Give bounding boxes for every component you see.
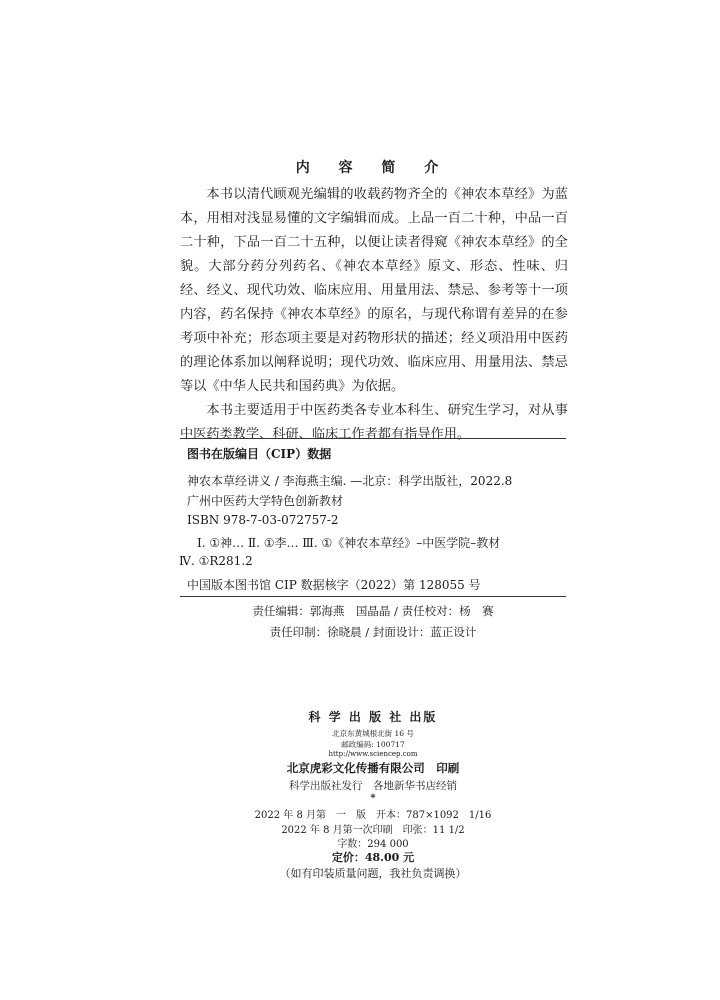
word-count: 字数：294 000 — [337, 839, 409, 850]
cip-line-classification: Ⅳ. ①R281.2 — [179, 554, 253, 568]
edition-info: 2022 年 8 月第 一 版 开本：787×1092 1/16 — [254, 810, 492, 821]
cip-line-isbn: ISBN 978-7-03-072757-2 — [187, 513, 339, 527]
cip-core-number: 中国版本图书馆 CIP 数据核字（2022）第 128055 号 — [187, 578, 481, 592]
printer: 北京虎彩文化传播有限公司 印刷 — [286, 761, 460, 775]
price: 定价：48.00 元 — [331, 851, 415, 864]
printing-info: 2022 年 8 月第一次印刷 印张：11 1/2 — [281, 825, 465, 836]
separator-star: * — [370, 793, 376, 804]
publisher-website: http://www.sciencep.com — [328, 750, 418, 758]
cip-bottom-rule — [180, 596, 566, 597]
publisher-postcode: 邮政编码: 100717 — [341, 740, 405, 749]
cip-line-title: 神农本草经讲义 / 李海燕主编. —北京：科学出版社，2022.8 — [187, 474, 513, 488]
publisher-name: 科 学 出 版 社 出版 — [308, 710, 438, 724]
intro-paragraph-1: 本书以清代顾观光编辑的收载药物齐全的《神农本草经》为蓝本，用相对浅显易懂的文字编辑而成。上品一百二十种，中品一百二十种，下品一百二十五种，以便让读者得窥《神农本草经》的全貌。大部分药分列药名、《神农本草经》原文、形态、性味、归经、经义、现代功效、临床应用、用量用法、禁忌、参考等十一项内容，药名保持《神农本草经》的原名，与现代称谓有差异的在参考项中补充；形态项主要是对药物形状的描述；经义项沿用中医药的理论体系加以阐释说明；现代功效、临床应用、用量用法、禁忌等以《中华人民共和国药典》为依据。 — [180, 187, 568, 394]
cip-top-rule — [180, 438, 566, 439]
production-credits: 责任印制：徐晓晨 / 封面设计：蓝正设计 — [269, 625, 477, 639]
publisher-address: 北京东黄城根北街 16 号 — [332, 729, 414, 738]
quality-notice: （如有印装质量问题，我社负责调换） — [279, 867, 467, 880]
distribution: 科学出版社发行 各地新华书店经销 — [289, 780, 457, 792]
cip-heading: 图书在版编目（CIP）数据 — [187, 447, 332, 461]
intro-paragraph-2: 本书主要适用于中医药类各专业本科生、研究生学习，对从事中医药类教学、科研、临床工作者都有指导作用。 — [180, 403, 568, 442]
cip-line-subjects: Ⅰ. ①神… Ⅱ. ①李… Ⅲ. ①《神农本草经》–中医学院–教材 — [197, 536, 501, 550]
editor-credits: 责任编辑：郭海燕 国晶晶 / 责任校对：杨 赛 — [252, 604, 494, 618]
intro-title: 内 容 简 介 — [295, 160, 451, 176]
cip-line-series: 广州中医药大学特色创新教材 — [187, 494, 344, 508]
intro-body — [180, 183, 568, 447]
